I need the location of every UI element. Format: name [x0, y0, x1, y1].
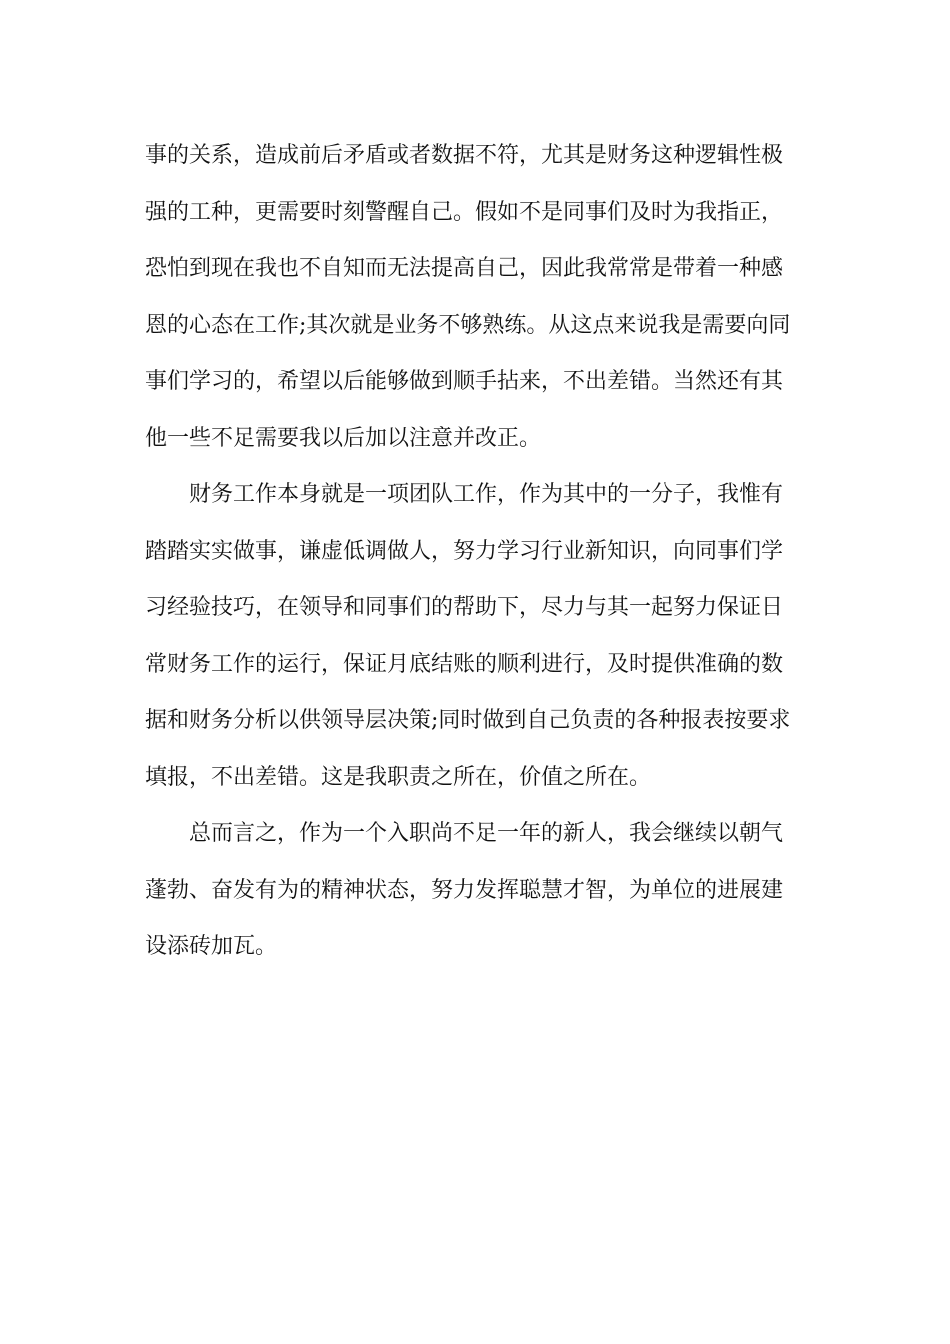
text-line: 习经验技巧，在领导和同事们的帮助下，尽力与其一起努力保证日: [145, 595, 784, 620]
body-text: [145, 128, 807, 976]
text-line: 恩的心态在工作;其次就是业务不够熟练。从这点来说我是需要向同: [145, 312, 791, 338]
text-line: 事的关系，造成前后矛盾或者数据不符，尤其是财务这种逻辑性极: [145, 143, 784, 168]
paragraph-start-line: 财务工作本身就是一项团队工作，作为其中的一分子，我惟有: [189, 482, 784, 507]
text-line: 设添砖加瓦。: [145, 934, 278, 959]
text-line: 据和财务分析以供领导层决策;同时做到自己负责的各种报表按要求: [145, 708, 791, 733]
text-line: 填报，不出差错。这是我职责之所在，价值之所在。: [145, 764, 652, 790]
text-line: 事们学习的，希望以后能够做到顺手拈来，不出差错。当然还有其: [145, 369, 784, 394]
text-line: 恐怕到现在我也不自知而无法提高自己，因此我常常是带着一种感: [145, 256, 784, 281]
text-line: 蓬勃、奋发有为的精神状态，努力发挥聪慧才智，为单位的进展建: [145, 877, 784, 903]
text-line: 常财务工作的运行，保证月底结账的顺利进行，及时提供准确的数: [145, 651, 784, 677]
text-line: 他一些不足需要我以后加以注意并改正。: [145, 425, 542, 451]
paragraph-start-line: 总而言之，作为一个入职尚不足一年的新人，我会继续以朝气: [189, 821, 784, 846]
text-line: 踏踏实实做事，谦虚低调做人，努力学习行业新知识，向同事们学: [145, 538, 784, 564]
text-line: 强的工种，更需要时刻警醒自己。假如不是同事们及时为我指正，: [145, 199, 784, 225]
